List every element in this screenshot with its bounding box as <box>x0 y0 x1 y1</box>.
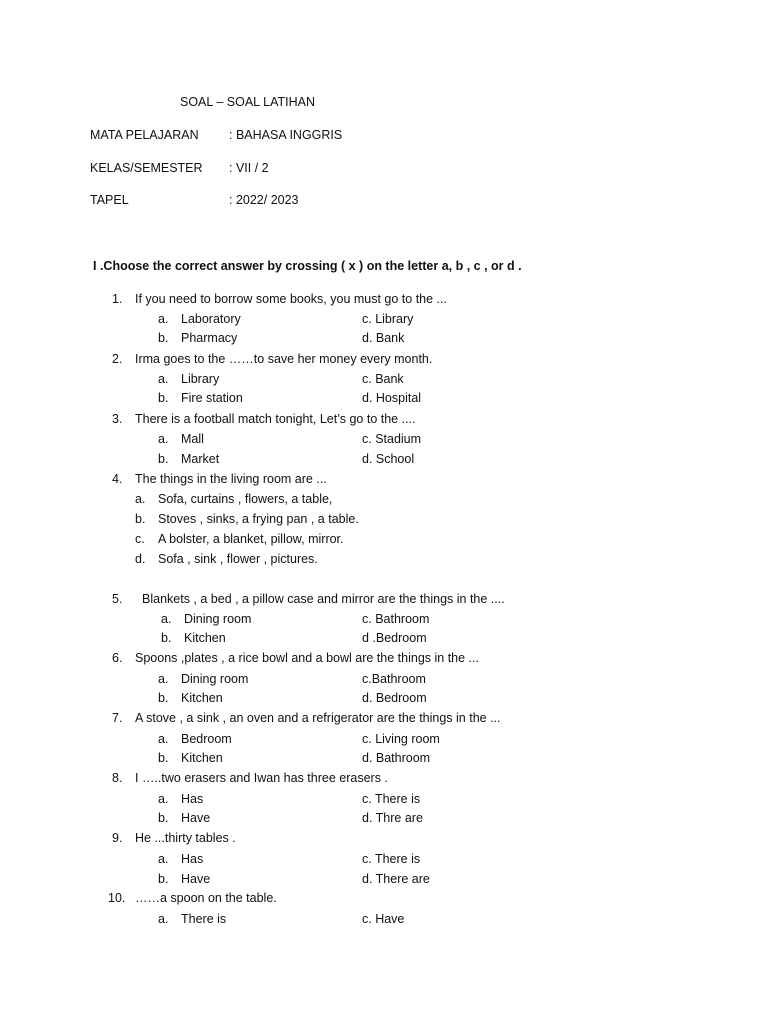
option-text: c. Have <box>362 912 405 926</box>
instruction: I .Choose the correct answer by crossing ( x ) on the letter a, b , c , or d . <box>93 259 522 273</box>
option-text: c. There is <box>362 852 421 866</box>
question-number: 3. <box>112 412 123 426</box>
question-text: He ...thirty tables . <box>135 831 236 845</box>
option-letter: a. <box>158 372 169 386</box>
option-text: c. Bank <box>362 372 404 386</box>
question-number: 5. <box>112 592 123 606</box>
question-text: I …..two erasers and Iwan has three erasers . <box>135 771 388 785</box>
option-text: Library <box>181 372 220 386</box>
option-text: d. Bathroom <box>362 751 431 765</box>
option-letter: a. <box>158 432 169 446</box>
option-text: Has <box>181 792 204 806</box>
option-letter: b. <box>158 391 169 405</box>
option-text: c.Bathroom <box>362 672 426 686</box>
option-letter: a. <box>161 612 172 626</box>
question-text: Blankets , a bed , a pillow case and mirror are the things in the .... <box>142 592 505 606</box>
option-text: Pharmacy <box>181 331 238 345</box>
option-text: c. Stadium <box>362 432 422 446</box>
question-text: Spoons ,plates , a rice bowl and a bowl are the things in the ... <box>135 651 479 665</box>
option-text: A bolster, a blanket, pillow, mirror. <box>158 532 344 546</box>
option-text: c. Bathroom <box>362 612 430 626</box>
option-text: d. Bedroom <box>362 691 427 705</box>
option-text: c. Library <box>362 312 414 326</box>
school-year-value: : 2022/ 2023 <box>229 193 299 207</box>
option-text: Market <box>181 452 220 466</box>
school-year-label: TAPEL <box>90 193 129 207</box>
option-letter: a. <box>158 732 169 746</box>
option-text: Have <box>181 872 211 886</box>
option-text: d. Hospital <box>362 391 422 405</box>
option-text: Dining room <box>184 612 252 626</box>
subject-label: MATA PELAJARAN <box>90 128 199 142</box>
question-number: 4. <box>112 472 123 486</box>
option-letter: a. <box>158 312 169 326</box>
question-number: 9. <box>112 831 123 845</box>
option-text: Fire station <box>181 391 243 405</box>
question-text: A stove , a sink , an oven and a refrigerator are the things in the ... <box>135 711 501 725</box>
option-letter: a. <box>158 852 169 866</box>
option-text: Sofa, curtains , flowers, a table, <box>158 492 333 506</box>
option-text: Stoves , sinks, a frying pan , a table. <box>158 512 359 526</box>
option-letter: a. <box>158 912 169 926</box>
option-text: Sofa , sink , flower , pictures. <box>158 552 318 566</box>
option-letter: b. <box>158 691 169 705</box>
option-text: c. Living room <box>362 732 440 746</box>
class-semester-label: KELAS/SEMESTER <box>90 161 203 175</box>
option-text: d. Thre are <box>362 811 423 825</box>
question-text: There is a football match tonight, Let’s go to the .... <box>135 412 416 426</box>
question-number: 10. <box>108 891 126 905</box>
question-number: 8. <box>112 771 123 785</box>
option-text: d. School <box>362 452 415 466</box>
question-text: If you need to borrow some books, you must go to the ... <box>135 292 447 306</box>
option-letter: b. <box>158 452 169 466</box>
option-text: Bedroom <box>181 732 232 746</box>
option-letter: b. <box>158 751 169 765</box>
option-text: Kitchen <box>181 691 223 705</box>
option-text: Kitchen <box>181 751 223 765</box>
question-number: 7. <box>112 711 123 725</box>
option-text: Kitchen <box>184 631 226 645</box>
option-text: Have <box>181 811 211 825</box>
option-text: Mall <box>181 432 204 446</box>
option-text: Dining room <box>181 672 249 686</box>
option-letter: a. <box>158 672 169 686</box>
question-number: 6. <box>112 651 123 665</box>
question-text: Irma goes to the ……to save her money every month. <box>135 352 433 366</box>
option-text: Has <box>181 852 204 866</box>
option-text: d. There are <box>362 872 430 886</box>
option-letter: b. <box>158 811 169 825</box>
option-letter: b. <box>158 872 169 886</box>
option-letter: b. <box>158 331 169 345</box>
option-letter: c. <box>135 532 145 546</box>
option-letter: b. <box>161 631 172 645</box>
option-letter: a. <box>135 492 146 506</box>
class-semester-value: : VII / 2 <box>229 161 269 175</box>
option-letter: d. <box>135 552 146 566</box>
option-text: There is <box>181 912 227 926</box>
option-text: c. There is <box>362 792 421 806</box>
option-text: d. Bank <box>362 331 405 345</box>
option-letter: a. <box>158 792 169 806</box>
page-title: SOAL – SOAL LATIHAN <box>180 95 316 109</box>
question-text: The things in the living room are ... <box>135 472 327 486</box>
question-number: 1. <box>112 292 123 306</box>
question-number: 2. <box>112 352 123 366</box>
option-letter: b. <box>135 512 146 526</box>
option-text: Laboratory <box>181 312 241 326</box>
question-text: ……a spoon on the table. <box>135 891 277 905</box>
option-text: d .Bedroom <box>362 631 427 645</box>
subject-value: : BAHASA INGGRIS <box>229 128 343 142</box>
